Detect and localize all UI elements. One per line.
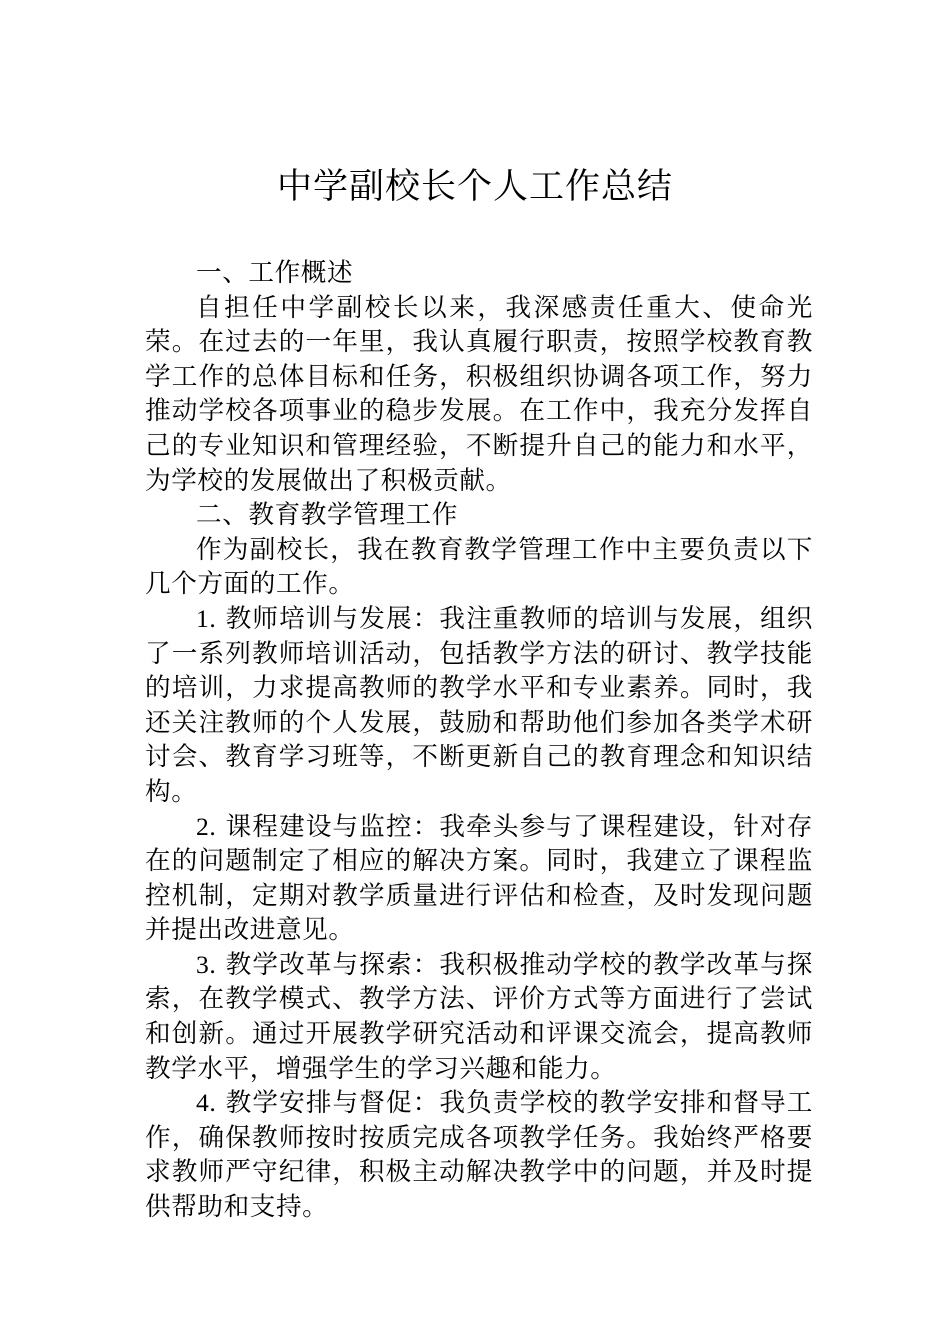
list-item-teacher-training	[145, 602, 813, 810]
list-item-teaching-reform	[145, 948, 813, 1086]
list-item-number: 2.	[196, 811, 217, 841]
list-item-number: 4.	[196, 1088, 217, 1118]
paragraph-teaching-management-intro: 作为副校长，我在教育教学管理工作中主要负责以下几个方面的工作。	[145, 534, 813, 600]
list-item-teaching-arrangement	[145, 1086, 813, 1224]
list-item-text: 教学改革与探索：我积极推动学校的教学改革与探索，在教学模式、教学方法、评价方式等方面进行了尝试和创新。通过开展教学研究活动和评课交流会，提高教师教学水平，增强学生的学习兴趣和能力。	[145, 949, 813, 1084]
list-item-text: 教师培训与发展：我注重教师的培训与发展，组织了一系列教师培训活动，包括教学方法的研讨、教学技能的培训，力求提高教师的教学水平和专业素养。同时，我还关注教师的个人发展，鼓励和帮助他们参加各类学术研讨会、教育学习班等，不断更新自己的教育理念和知识结构。	[145, 603, 813, 807]
list-item-number: 3.	[196, 949, 217, 979]
section-heading-teaching-management: 二、教育教学管理工作	[196, 500, 458, 531]
document-body	[145, 256, 813, 1225]
document-title: 中学副校长个人工作总结	[276, 167, 673, 207]
paragraph-overview: 自担任中学副校长以来，我深感责任重大、使命光荣。在过去的一年里，我认真履行职责，按照学校教育教学工作的总体目标和任务，积极组织协调各项工作，努力推动学校各项事业的稳步发展。在工作中，我充分发挥自己的专业知识和管理经验，不断提升自己的能力和水平，为学校的发展做出了积极贡献。	[145, 292, 813, 496]
list-item-text: 教学安排与督促：我负责学校的教学安排和督导工作，确保教师按时按质完成各项教学任务。我始终严格要求教师严守纪律，积极主动解决教学中的问题，并及时提供帮助和支持。	[145, 1088, 813, 1223]
list-item-number: 1.	[196, 603, 217, 633]
section-heading-overview: 一、工作概述	[196, 258, 354, 288]
list-item-curriculum	[145, 810, 813, 948]
list-item-text: 课程建设与监控：我牵头参与了课程建设，针对存在的问题制定了相应的解决方案。同时，我建立了课程监控机制，定期对教学质量进行评估和检查，及时发现问题并提出改进意见。	[145, 811, 813, 946]
